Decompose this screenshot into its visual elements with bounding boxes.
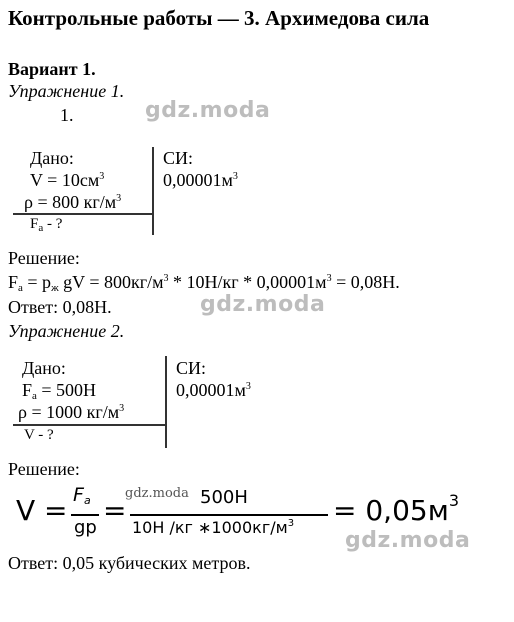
given-label: Дано: [22,358,66,378]
watermark: gdz.moda [125,486,189,501]
find-volume: V - ? [24,427,54,443]
fraction-bar-2 [130,514,328,516]
si-separator [165,356,167,448]
formula-eq1: = [103,494,127,527]
answer-1: Ответ: 0,08Н. [8,297,112,317]
variant-heading: Вариант 1. [8,59,96,79]
formula-result: = $0,05м^3$ [333,491,460,527]
given-force: $F_a = 500Н$ [22,380,97,402]
page-title: Контрольные работы — 3. Архимедова сила [8,6,430,30]
formula-lhs: V = [16,494,68,527]
si-value: $0,00001м^3$ [163,170,238,190]
watermark: gdz.moda [145,98,271,123]
si-label: СИ: [163,148,194,168]
solution-label-2: Решение: [8,459,80,479]
given-divider [13,424,166,426]
formula-num2: 500Н [200,487,248,508]
fraction-bar-1 [71,514,99,516]
exercise-1-heading: Упражнение 1. [8,81,125,101]
exercise-1-number: 1. [60,105,74,125]
solution-label-1: Решение: [8,248,80,268]
formula-den2: 10Н /кг $∗1000кг/м^3$ [132,518,295,537]
given-label: Дано: [30,148,74,168]
exercise-2-heading: Упражнение 2. [8,321,125,341]
given-density: ρ = 1000 $кг/м^3$ [18,402,125,422]
si-separator [152,147,154,235]
given-volume: $V = 10см^3$ [30,170,105,190]
si-label: СИ: [176,358,207,378]
given-density: ρ = 800 $кг/м^3$ [24,192,122,212]
solution-line-1: $F_a = p_ж$ gV = $800кг/м^3 * 10Н/кг * 0,00001м^3 = 0,08Н$. [8,272,400,294]
watermark: gdz.moda [200,292,326,317]
formula-num1: $F_a$ [73,484,91,507]
answer-2: Ответ: 0,05 кубических метров. [8,553,251,573]
si-value: $0,00001м^3$ [176,380,251,400]
watermark: gdz.moda [345,528,471,553]
formula-den1: gp [74,517,97,538]
given-divider [13,213,153,215]
find-force: $F_a$ - ? [30,216,63,234]
